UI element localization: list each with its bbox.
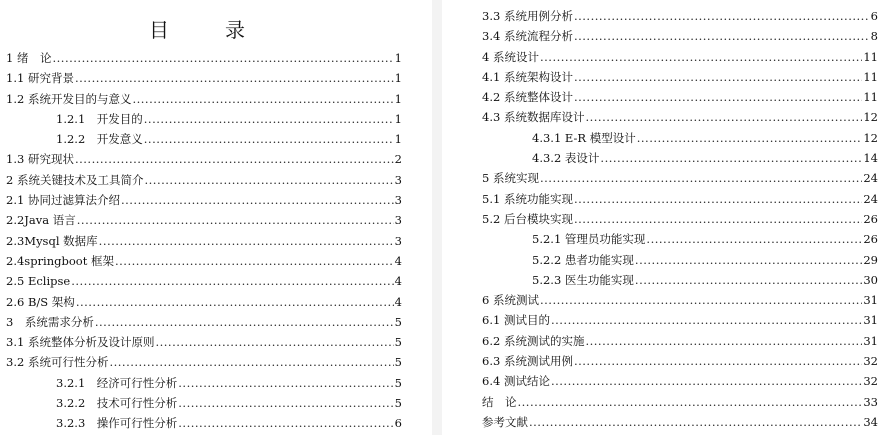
toc-leader-dots: [540, 47, 862, 67]
toc-entry-page-number: 32: [863, 354, 878, 369]
toc-leader-dots: [574, 351, 862, 371]
toc-entry[interactable]: [6, 48, 402, 68]
toc-entry-label: 3 系统需求分析: [6, 314, 94, 329]
toc-entry-page-number: 24: [863, 171, 878, 186]
toc-entry[interactable]: [482, 148, 878, 168]
toc-entry-page-number: 5: [394, 375, 402, 390]
toc-entry[interactable]: [6, 149, 402, 169]
toc-entry[interactable]: [6, 292, 402, 312]
toc-entry-label: 1.2.2 开发意义: [56, 132, 143, 147]
toc-entry[interactable]: [482, 412, 878, 432]
toc-entry[interactable]: [6, 251, 402, 271]
toc-list-right: [482, 6, 878, 432]
toc-entry-page-number: 14: [863, 151, 878, 166]
toc-entry-label: 6.3 系统测试用例: [482, 354, 573, 369]
toc-leader-dots: [574, 67, 862, 87]
toc-leader-dots: [635, 250, 862, 270]
toc-entry[interactable]: [6, 170, 402, 190]
toc-entry-label: 2.3Mysql 数据库: [6, 233, 98, 248]
toc-page-right: [442, 0, 888, 435]
toc-entry[interactable]: [6, 373, 402, 393]
toc-entry-page-number: 12: [863, 130, 878, 145]
toc-entry-page-number: 1: [394, 71, 402, 86]
toc-entry-label: 3.4 系统流程分析: [482, 29, 573, 44]
toc-entry-label: 6.2 系统测试的实施: [482, 333, 585, 348]
toc-entry[interactable]: [482, 168, 878, 188]
toc-leader-dots: [574, 189, 862, 209]
toc-leader-dots: [574, 209, 862, 229]
toc-leader-dots: [75, 149, 394, 169]
toc-entry-page-number: 1: [394, 51, 402, 65]
toc-entry[interactable]: [6, 332, 402, 352]
toc-entry-page-number: 1: [394, 111, 402, 126]
toc-entry[interactable]: [482, 189, 878, 209]
toc-entry[interactable]: [482, 209, 878, 229]
toc-entry-page-number: 3: [394, 193, 402, 208]
toc-entry[interactable]: [482, 290, 878, 310]
toc-entry-label: 1 绪 论: [6, 51, 52, 65]
toc-leader-dots: [109, 352, 393, 372]
toc-leader-dots: [178, 413, 393, 433]
toc-entry-label: 3.2.3 操作可行性分析: [56, 416, 178, 431]
toc-leader-dots: [77, 210, 394, 230]
toc-leader-dots: [529, 412, 862, 432]
toc-entry[interactable]: [482, 26, 878, 46]
toc-entry[interactable]: [6, 352, 402, 372]
toc-leader-dots: [574, 6, 870, 26]
toc-entry-page-number: 4: [394, 274, 402, 289]
toc-entry-page-number: 1: [394, 132, 402, 147]
toc-entry-label: 1.3 研究现状: [6, 152, 74, 167]
toc-entry-page-number: 1: [394, 91, 402, 106]
toc-entry-page-number: 26: [863, 211, 878, 226]
toc-entry-label: 3.2 系统可行性分析: [6, 355, 109, 370]
toc-leader-dots: [574, 87, 862, 107]
toc-leader-dots: [178, 373, 393, 393]
toc-list-left: [6, 48, 402, 434]
toc-leader-dots: [540, 168, 862, 188]
toc-leader-dots: [115, 251, 394, 271]
toc-leader-dots: [144, 129, 394, 149]
toc-entry[interactable]: [482, 128, 878, 148]
toc-entry-label: 5.1 系统功能实现: [482, 191, 573, 206]
toc-entry-page-number: 32: [863, 374, 878, 389]
toc-entry-label: 3.2.1 经济可行性分析: [56, 375, 178, 390]
toc-entry-page-number: 3: [394, 213, 402, 228]
toc-entry-label: 1.2.1 开发目的: [56, 111, 143, 126]
toc-entry[interactable]: [482, 270, 878, 290]
toc-entry[interactable]: [482, 310, 878, 330]
toc-entry-label: 2 系统关键技术及工具简介: [6, 172, 144, 187]
toc-leader-dots: [144, 109, 394, 129]
toc-leader-dots: [635, 270, 862, 290]
toc-leader-dots: [76, 292, 394, 312]
toc-leader-dots: [155, 332, 393, 352]
toc-leader-dots: [585, 107, 862, 127]
toc-entry-label: 5.2.3 医生功能实现: [532, 272, 634, 287]
toc-entry-label: 2.2Java 语言: [6, 213, 76, 228]
toc-leader-dots: [52, 48, 393, 68]
toc-entry-label: 3.3 系统用例分析: [482, 9, 573, 23]
toc-entry[interactable]: [6, 231, 402, 251]
toc-leader-dots: [178, 393, 393, 413]
toc-entry-label: 5.2 后台模块实现: [482, 211, 573, 226]
toc-leader-dots: [95, 312, 394, 332]
toc-entry[interactable]: [6, 89, 402, 109]
toc-entry[interactable]: [482, 392, 878, 412]
toc-leader-dots: [646, 229, 862, 249]
toc-entry-label: 1.2 系统开发目的与意义: [6, 91, 132, 106]
toc-entry-label: 参考文献: [482, 414, 528, 429]
toc-leader-dots: [551, 310, 862, 330]
toc-entry-page-number: 30: [863, 272, 878, 287]
toc-entry-label: 2.6 B/S 架构: [6, 294, 75, 309]
toc-entry[interactable]: [482, 107, 878, 127]
toc-entry[interactable]: [482, 351, 878, 371]
toc-leader-dots: [71, 271, 393, 291]
toc-entry-label: 2.4springboot 框架: [6, 253, 114, 268]
toc-page-left: [0, 0, 432, 435]
toc-leader-dots: [574, 26, 870, 46]
toc-leader-dots: [637, 128, 863, 148]
toc-entry-label: 6.1 测试目的: [482, 313, 550, 328]
toc-entry[interactable]: [6, 68, 402, 88]
toc-entry-page-number: 5: [394, 355, 402, 370]
toc-entry-label: 5.2.2 患者功能实现: [532, 252, 634, 267]
toc-entry-label: 5 系统实现: [482, 171, 539, 186]
toc-entry-page-number: 26: [863, 232, 878, 247]
toc-entry[interactable]: [6, 413, 402, 433]
toc-entry-page-number: 31: [863, 333, 878, 348]
toc-entry-page-number: 5: [394, 335, 402, 350]
toc-entry-page-number: 6: [394, 416, 402, 431]
toc-entry-page-number: 34: [863, 414, 878, 429]
toc-entry[interactable]: [6, 271, 402, 291]
toc-entry[interactable]: [6, 190, 402, 210]
toc-leader-dots: [585, 331, 862, 351]
toc-entry-label: 4.3.2 表设计: [532, 151, 600, 166]
toc-entry-label: 4.1 系统架构设计: [482, 69, 573, 84]
toc-entry-label: 4.3.1 E-R 模型设计: [532, 130, 636, 145]
toc-entry-page-number: 6: [870, 9, 878, 23]
toc-entry[interactable]: [6, 210, 402, 230]
toc-entry[interactable]: [6, 312, 402, 332]
toc-leader-dots: [121, 190, 394, 210]
toc-entry-label: 6.4 测试结论: [482, 374, 550, 389]
toc-entry[interactable]: [482, 250, 878, 270]
toc-entry-page-number: 12: [863, 110, 878, 125]
toc-entry-page-number: 11: [863, 49, 878, 64]
toc-entry-page-number: 5: [394, 314, 402, 329]
toc-entry-label: 3.1 系统整体分析及设计原则: [6, 335, 155, 350]
toc-entry[interactable]: [482, 87, 878, 107]
toc-entry[interactable]: [6, 393, 402, 413]
toc-entry-page-number: 3: [394, 233, 402, 248]
toc-entry-page-number: 8: [870, 29, 878, 44]
toc-leader-dots: [600, 148, 862, 168]
toc-entry-label: 4 系统设计: [482, 49, 539, 64]
toc-entry[interactable]: [482, 331, 878, 351]
toc-entry-label: 2.1 协同过滤算法介绍: [6, 193, 120, 208]
toc-entry-label: 1.1 研究背景: [6, 71, 74, 86]
toc-entry-label: 6 系统测试: [482, 293, 539, 308]
toc-entry[interactable]: [482, 6, 878, 26]
toc-leader-dots: [144, 170, 393, 190]
toc-entry-page-number: 29: [863, 252, 878, 267]
toc-entry[interactable]: [482, 229, 878, 249]
toc-entry-page-number: 3: [394, 172, 402, 187]
toc-leader-dots: [551, 371, 862, 391]
toc-entry-page-number: 11: [863, 69, 878, 84]
toc-entry-label: 4.2 系统整体设计: [482, 90, 573, 105]
toc-title: 目 录: [149, 18, 263, 42]
toc-leader-dots: [518, 392, 863, 412]
toc-entry-label: 5.2.1 管理员功能实现: [532, 232, 646, 247]
toc-entry-page-number: 31: [863, 313, 878, 328]
toc-leader-dots: [99, 231, 394, 251]
toc-entry[interactable]: [482, 67, 878, 87]
toc-leader-dots: [540, 290, 862, 310]
toc-entry[interactable]: [482, 47, 878, 67]
toc-entry-page-number: 2: [394, 152, 402, 167]
toc-entry[interactable]: [482, 371, 878, 391]
toc-entry-label: 2.5 Eclipse: [6, 274, 71, 289]
toc-entry-page-number: 31: [863, 293, 878, 308]
toc-entry[interactable]: [6, 129, 402, 149]
toc-entry-page-number: 33: [863, 394, 878, 409]
toc-leader-dots: [75, 68, 394, 88]
toc-entry-label: 结 论: [482, 394, 517, 409]
toc-entry-page-number: 11: [863, 90, 878, 105]
toc-leader-dots: [132, 89, 393, 109]
toc-entry-page-number: 4: [394, 253, 402, 268]
toc-entry-page-number: 5: [394, 396, 402, 411]
toc-entry[interactable]: [6, 109, 402, 129]
toc-entry-page-number: 24: [863, 191, 878, 206]
toc-entry-label: 4.3 系统数据库设计: [482, 110, 585, 125]
toc-entry-page-number: 4: [394, 294, 402, 309]
toc-entry-label: 3.2.2 技术可行性分析: [56, 396, 178, 411]
